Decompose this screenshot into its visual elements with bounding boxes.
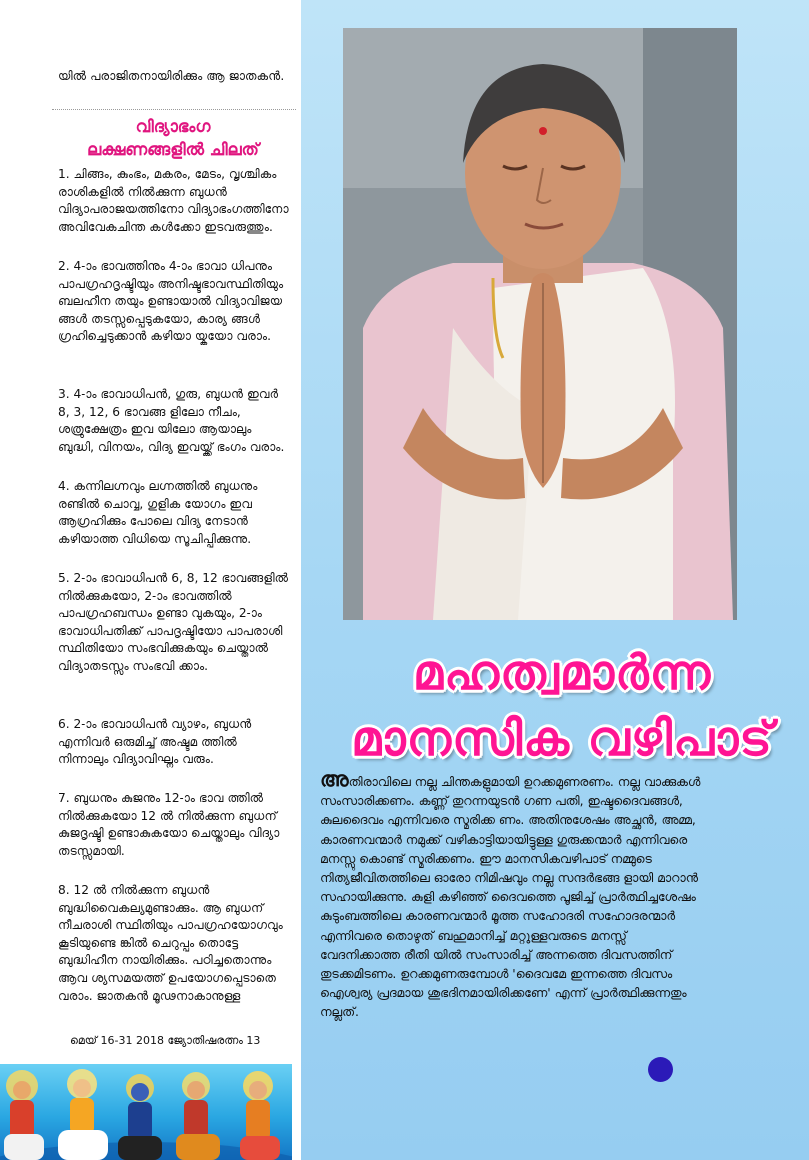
subheading-line-1: വിദ്യാഭംഗ <box>135 117 211 136</box>
point-4: 4. കന്നിലഗ്നവും ലഗ്നത്തിൽ ബുധനും രണ്ടിൽ ചൊവ്വ, ഗുളിക യോഗം ഇവ ആഗ്രഹിക്കും പോലെ വിദ്യ നേടാൻ കഴിയാത്ത വിധിയെ സൂചിപ്പിക്കുന്നു. <box>58 479 258 546</box>
page-footer: മെയ് 16-31 2018 ജ്യോതിഷരത്നം 13 <box>70 1034 261 1047</box>
title-line-1: മഹത്വമാർന്ന <box>412 645 712 701</box>
article-body <box>320 767 710 1022</box>
deity-figure-5 <box>240 1071 280 1160</box>
woman-praying-illustration <box>343 28 737 620</box>
title-line-2: മാനസിക വഴിപാട് <box>351 711 773 767</box>
point-5: 5. 2-ാം ഭാവാധിപൻ 6, 8, 12 ഭാവങ്ങളിൽ നിൽക്കുകയോ, 2-ാം ഭാവത്തിൽ പാപഗ്രഹബന്ധം ഉണ്ടാ വുകയും, 2-ാം ഭാവാധിപതിക്ക് പാപദൃഷ്ടിയോ പാപരാശി സ്ഥിതിയോ സംഭവിക്കുകയും ചെയ്താൽ വിദ്യാതടസ്സം സംഭവി ക്കാം. <box>58 571 289 673</box>
praying-woman-photo <box>343 28 737 620</box>
deity-figure-2 <box>58 1069 108 1160</box>
article-title <box>315 640 809 772</box>
end-mark-dot <box>648 1057 673 1082</box>
left-column <box>0 0 300 1160</box>
deity-banner <box>0 1064 292 1160</box>
subheading-line-2: ലക്ഷണങ്ങളിൽ ചിലത് <box>87 140 259 159</box>
intro-text: യിൽ പരാജിതനായിരിക്കും ആ ജാതകൻ. <box>58 69 285 83</box>
point-6: 6. 2-ാം ഭാവാധിപൻ വ്യാഴം, ബുധൻ എന്നിവർ ഒരുമിച്ച് അഷ്ടമ ത്തിൽ നിന്നാലും വിദ്യാവിഘ്നം വരും. <box>58 717 252 767</box>
point-8: 8. 12 ൽ നിൽക്കുന്ന ബുധൻ ബുദ്ധിവൈകല്യമുണ്ടാക്കും. ആ ബുധന് നീചരാശി സ്ഥിതിയും പാപഗ്രഹയോഗവും കൂടിയുണ്ടെ ങ്കിൽ ചെറുപ്പം തൊട്ടേ ബുദ്ധിഹീന നായിരിക്കും. പഠിച്ചതൊന്നും ആവ ശ്യസമയത്ത് ഉപയോഗപ്പെടാതെ വരാം. ജാതകൻ മൂഢനാകാനുള്ള <box>58 883 283 1003</box>
section-divider <box>52 109 296 110</box>
drop-cap: അ <box>320 767 349 791</box>
article-text: തിരാവിലെ നല്ല ചിന്തകളുമായി ഉറക്കമുണരണം. നല്ല വാക്കുകൾ സംസാരിക്കണം. കണ്ണ് തുറന്നയുടൻ ഗണ പതി, ഇഷ്ടദൈവങ്ങൾ, കുലദൈവം എന്നിവരെ സ്മരിക്ക ണം. അതിനുശേഷം അച്ഛൻ, അമ്മ, കാരണവന്മാർ നമുക്ക് വഴികാട്ടിയായിട്ടുള്ള ഗുരുക്കന്മാർ എന്നിവരെ മനസ്സു കൊണ്ട് സ്മരിക്കണം. ഈ മാനസികവഴിപാട് നമ്മുടെ നിത്യജീവിതത്തിലെ ഓരോ നിമിഷവും നല്ല സന്ദർഭങ്ങ ളായി മാറാൻ സഹായിക്കുന്നു. കുളി കഴിഞ്ഞ് ദൈവത്തെ പൂജിച്ച് പ്രാർത്ഥിച്ചശേഷം കുടുംബത്തിലെ കാരണവന്മാർ മൂത്ത സഹോദരി സഹോദരന്മാർ എന്നിവരെ തൊഴുത് ബഹുമാനിച്ച് മറ്റുള്ളവരുടെ മനസ്സ് വേദനിക്കാത്ത രീതി യിൽ സംസാരിച്ച് അന്നത്തെ ദിവസത്തിന് തുടക്കമിടണം. ഉറക്കമുണരുമ്പോൾ 'ദൈവമേ ഇന്നത്തെ ദിവസം ഐശ്വര്യ പ്രദമായ ശുഭദിനമായിരിക്കണേ' എന്ന് പ്രാർത്ഥിക്കുന്നതും നല്ലത്. <box>320 774 701 1020</box>
point-2: 2. 4-ാം ഭാവത്തിനും 4-ാം ഭാവാ ധിപനും പാപഗ്രഹദൃഷ്ടിയും അനിഷ്ടഭാവസ്ഥിതിയും ബലഹീന തയും ഉണ്ടായാൽ വിദ്യാവിജയ ങ്ങൾ തടസ്സപ്പെടുകയോ, കാര്യ ങ്ങൾ ഗ്രഹിച്ചെടുക്കാൻ കഴിയാ യ്കയോ വരാം. <box>58 259 284 344</box>
deity-figure-3 <box>118 1074 162 1160</box>
point-3: 3. 4-ാം ഭാവാധിപൻ, ഗുരു, ബുധൻ ഇവർ 8, 3, 12, 6 ഭാവങ്ങ ളിലോ നീചം, ശത്രുക്ഷേത്രം ഇവ യിലോ ആയാലും ബുദ്ധി, വിനയം, വിദ്യ ഇവയ്ക്ക് ഭംഗം വരാം. <box>58 387 285 454</box>
point-7: 7. ബുധനും കുജനും 12-ാം ഭാവ ത്തിൽ നിൽക്കുകയോ 12 ൽ നിൽക്കുന്ന ബുധന് കുജദൃഷ്ടി ഉണ്ടാകുകയോ ചെയ്താലും വിദ്യാ തടസ്സമായി. <box>58 791 280 858</box>
point-1: 1. ചിങ്ങം, കുംഭം, മകരം, മേടം, വൃശ്ചികം രാശികളിൽ നിൽക്കുന്ന ബുധൻ വിദ്യാപരാജയത്തിനോ വിദ്യാഭംഗത്തിനോ അവിവേകചിന്ത കൾക്കോ ഇടവരുത്തും. <box>58 167 289 234</box>
deity-figure-1 <box>4 1070 44 1160</box>
deity-figure-4 <box>176 1072 220 1160</box>
deity-figures-illustration <box>0 1064 292 1160</box>
